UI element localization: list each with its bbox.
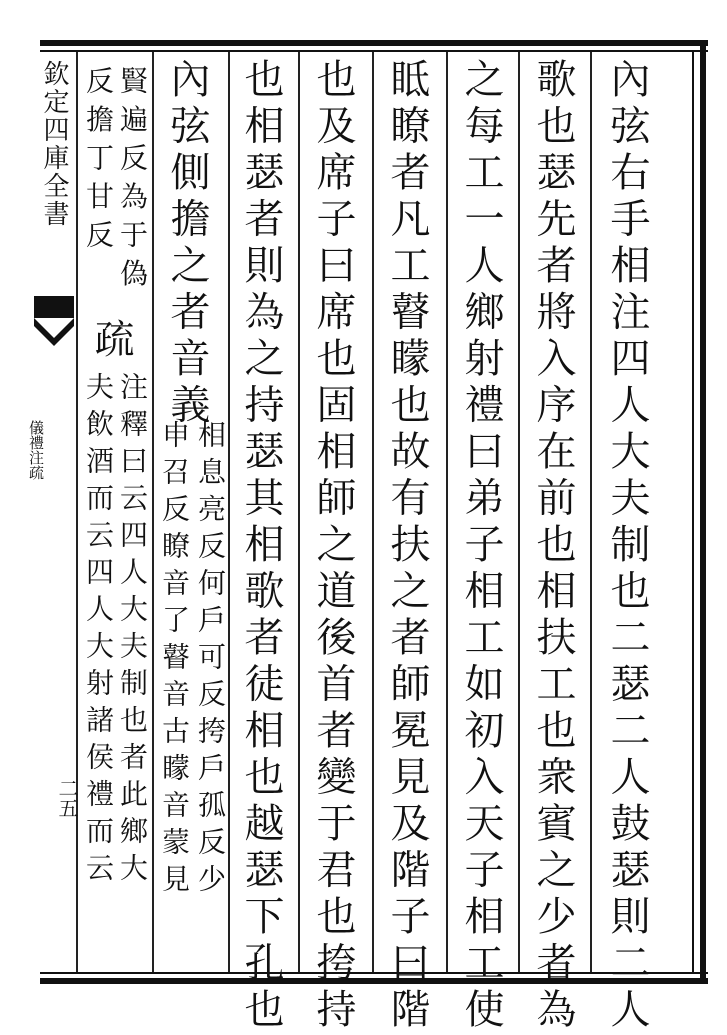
- commentary-right-line: 注釋曰云四人大夫制也者此鄉大: [116, 372, 149, 890]
- annotation-upper-left-line: 反擔丁甘反: [82, 66, 115, 259]
- column-divider: [76, 52, 78, 972]
- gutter-book-title: 欽定四庫全書: [39, 60, 69, 228]
- annotation-right-line: 相息亮反何戶可反挎戶孤反少: [194, 420, 227, 901]
- annotation-upper-right-line: 賢遍反為于偽: [116, 66, 149, 297]
- column-divider: [590, 52, 592, 972]
- column-divider: [228, 52, 230, 972]
- column-divider: [152, 52, 154, 972]
- top-border-thin: [40, 50, 708, 52]
- right-border-thick: [700, 40, 706, 984]
- gutter-volume-title: 儀禮注疏: [27, 420, 45, 480]
- annotation-left-line: 申召反瞭音了瞽音古矇音蒙見: [158, 420, 191, 901]
- text-column-7-main: 內弦側擔之者音義: [164, 58, 210, 430]
- commentary-left-line: 夫飲酒而云四人大射諸侯禮而云: [82, 372, 115, 890]
- text-column-6: 也相瑟者則為之持瑟其相歌者徒相也越瑟下孔也: [238, 58, 284, 1035]
- commentary-label: 疏: [88, 318, 134, 365]
- column-divider: [518, 52, 520, 972]
- text-column-2: 歌也瑟先者將入序在前也相扶工也衆賓之少者為: [530, 58, 576, 1035]
- top-border-thick: [40, 40, 708, 46]
- right-border-thin: [692, 50, 694, 974]
- column-divider: [372, 52, 374, 972]
- column-divider: [298, 52, 300, 972]
- text-column-3: 之每工一人鄉射禮曰弟子相工如初入天子相工使: [458, 58, 504, 1035]
- text-column-4: 眡瞭者凡工瞽矇也故有扶之者師冕見及階子曰階: [384, 58, 430, 1035]
- text-column-1: 內弦右手相注四人大夫制也二瑟二人鼓瑟則二人: [604, 58, 650, 1035]
- fishtail-mark-icon: [34, 296, 74, 356]
- text-column-5: 也及席子曰席也固相師之道後首者變于君也挎持: [310, 58, 356, 1035]
- gutter-page-number: 二五: [55, 778, 79, 818]
- column-divider: [446, 52, 448, 972]
